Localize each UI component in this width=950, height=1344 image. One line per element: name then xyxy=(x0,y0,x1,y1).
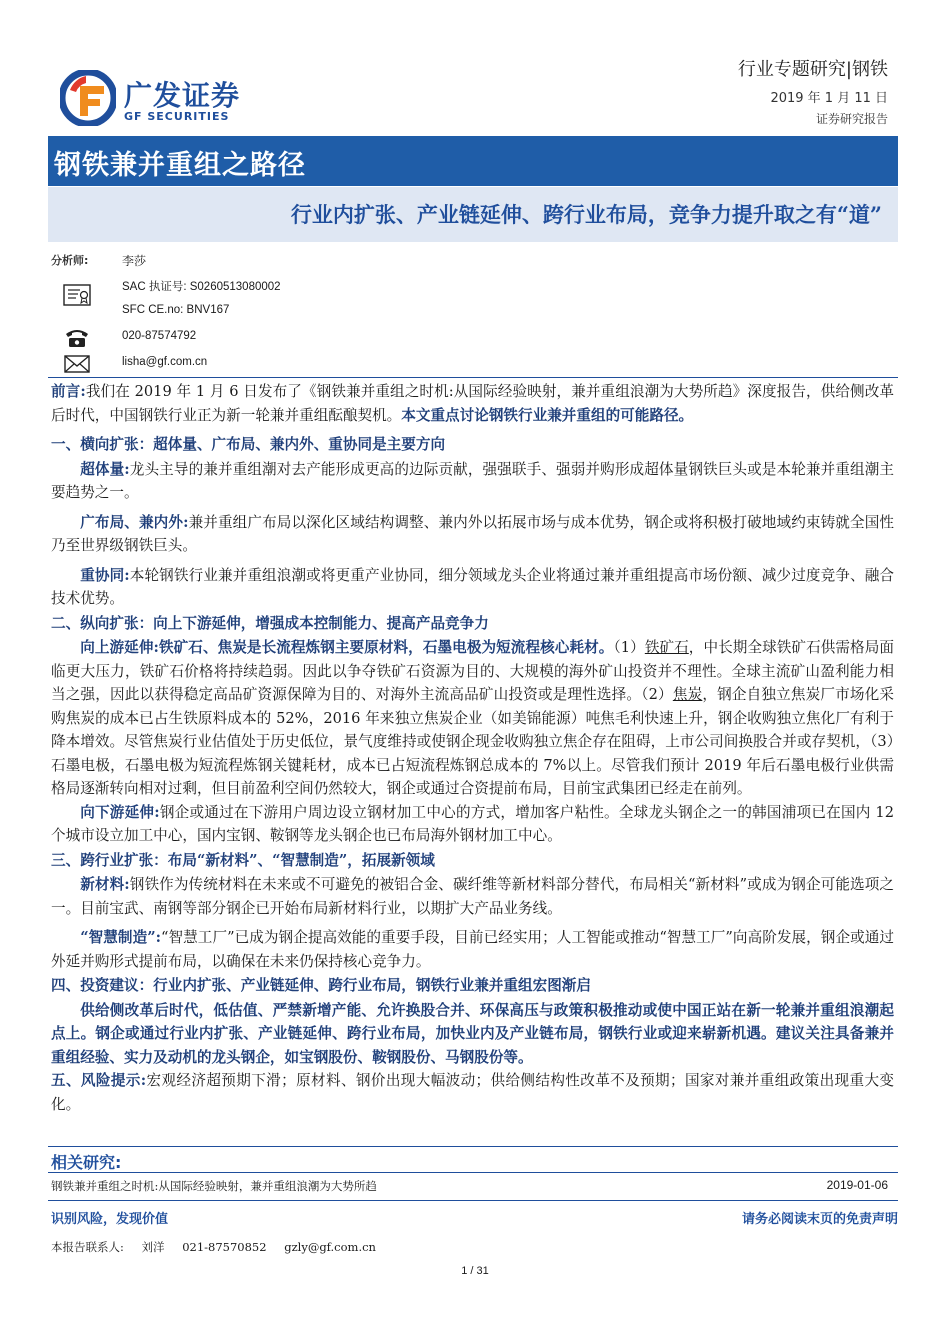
para-text: ，中长期全球铁矿石供需格局面临更大压力，铁矿石价格将持续趋弱。因此以争夺铁矿石资源为目的、大规模的海外矿山投资并不理性。全球主流矿山盈利能力相当之强，因此以获得稳定高品矿资源保障为目的、对海外主流高品矿山投资或是理性选择。（2） xyxy=(51,639,894,703)
para-label: 重协同: xyxy=(80,566,130,584)
analyst-sfc: SFC CE.no: BNV167 xyxy=(122,304,230,316)
divider-footer xyxy=(48,1200,898,1201)
section-3-heading: 三、跨行业扩张：布局“新材料”、“智慧制造”，拓展新领域 xyxy=(51,851,435,869)
section-1-heading: 一、横向扩张：超体量、广布局、兼内外、重协同是主要方向 xyxy=(51,436,446,453)
para-text: （1） xyxy=(613,639,645,656)
section-3-para-1 xyxy=(51,873,894,920)
brand-logo xyxy=(60,70,260,130)
analyst-name: 李莎 xyxy=(122,254,147,268)
section-1-para-1 xyxy=(51,458,894,505)
brand-name-en: GF SECURITIES xyxy=(124,110,230,123)
section-5-heading: 五、风险提示: xyxy=(51,1072,147,1089)
para-label: 向上游延伸: xyxy=(80,639,159,656)
para-text: 钢企或通过在下游用户周边设立钢材加工中心的方式，增加客户粘性。全球龙头钢企之一的韩国浦项已在国内 12 个城市设立加工中心，国内宝钢、鞍钢等龙头钢企也已布局海外钢材加工中心。 xyxy=(51,803,895,844)
para-label: 广布局、兼内外: xyxy=(80,513,189,531)
para-label: 新材料: xyxy=(80,876,130,893)
phone-icon xyxy=(62,326,92,350)
contact-phone: 021-87570852 xyxy=(182,1240,267,1254)
divider-related-sub xyxy=(48,1172,898,1173)
para-text: “智慧工厂”已成为钢企提高效能的重要手段，目前已经实用；人工智能或推动“智慧工厂”向高阶发展，钢企或通过外延并购形式提前布局，以确保在未来仍保持核心竞争力。 xyxy=(51,929,894,970)
para-emphasis: 铁矿石、焦炭是长流程炼钢主要原材料，石墨电极为短流程核心耗材。 xyxy=(158,639,614,656)
divider-related xyxy=(48,1146,898,1147)
footer-slogan: 识别风险，发现价值 xyxy=(51,1212,169,1227)
analyst-phone: 020-87574792 xyxy=(122,330,197,342)
report-category: 行业专题研究|钢铁 xyxy=(737,59,888,80)
para-text: 兼并重组广布局以深化区域结构调整、兼内外以拓展市场与成本优势，钢企或将积极打破地域约束铸就全国性乃至世界级钢铁巨头。 xyxy=(51,513,894,554)
analyst-label: 分析师: xyxy=(51,254,89,267)
section-3-para-2 xyxy=(51,926,894,973)
gf-logo-icon xyxy=(60,70,116,126)
footer-disclaimer-link[interactable]: 请务必阅读末页的免责声明 xyxy=(741,1212,898,1227)
divider-top xyxy=(48,377,898,378)
intro-text: 我们在 2019 年 1 月 6 日发布了《钢铁兼并重组之时机:从国际经验映射，兼并重组浪潮为大势所趋》深度报告，供给侧改革后时代，中国钢铁行业正为新一轮兼并重组酝酿契机。 xyxy=(51,383,895,424)
report-type: 证券研究报告 xyxy=(815,112,888,126)
summary-body xyxy=(51,380,894,1116)
contact-label: 本报告联系人: xyxy=(51,1240,124,1254)
page-subtitle: 行业内扩张、产业链延伸、跨行业布局，竞争力提升取之有“道” xyxy=(290,202,882,227)
email-icon xyxy=(62,352,92,376)
underlined-term: 焦炭 xyxy=(672,686,703,703)
section-2-para-2 xyxy=(51,801,894,848)
intro-paragraph xyxy=(51,380,894,427)
analyst-email[interactable]: lisha@gf.com.cn xyxy=(122,356,208,368)
page-title: 钢铁兼并重组之路径 xyxy=(54,150,306,181)
para-text: 钢铁作为传统材料在未来或不可避免的被铝合金、碳纤维等新材料部分替代，布局相关“新材料”或成为钢企可能选项之一。目前宝武、南钢等部分钢企已开始布局新材料行业，以期扩大产品业务线。 xyxy=(51,876,894,917)
title-bar xyxy=(48,136,898,186)
page-number: 1 / 31 xyxy=(461,1265,489,1277)
intro-label: 前言: xyxy=(51,383,86,400)
underlined-term: 铁矿石 xyxy=(644,639,689,656)
para-label: 向下游延伸: xyxy=(80,803,160,821)
subtitle-bar xyxy=(48,187,898,242)
related-research-date: 2019-01-06 xyxy=(826,1178,888,1192)
related-research-title: 相关研究: xyxy=(51,1153,122,1172)
contact-name: 刘洋 xyxy=(141,1240,165,1254)
section-1-para-3 xyxy=(51,564,894,611)
section-5-para xyxy=(51,1069,894,1116)
brand-name-cn: 广发证券 xyxy=(124,79,241,112)
intro-emphasis: 本文重点讨论钢铁行业兼并重组的可能路径。 xyxy=(401,406,694,424)
analyst-sac: SAC 执证号: S0260513080002 xyxy=(122,281,281,293)
section-2-para-1 xyxy=(51,636,894,801)
para-text: ，钢企自独立焦炭厂市场化采购焦炭的成本已占生铁原料成本的 52%，2016 年来独立焦炭企业（如美锦能源）吨焦毛利快速上升，钢企收购独立焦化厂有利于降本增效。尽管焦炭行业估值处于历史低位，景气度维持或使钢企现金收购独立焦企存在阻碍，上市公司间换股合并或存契机，（3）石墨电极，石墨电极为短流程炼钢关键耗材，成本已占短流程炼钢总成本的 7%以上。尽管我们预计 2019 年后石墨电极行业供需格局逐渐转向相对过剩，但目前盈利空间仍然较大，钢企或通过合资提前布局，目前宝武集团已经走在前列。 xyxy=(51,686,894,797)
para-text: 宏观经济超预期下滑；原材料、钢价出现大幅波动；供给侧结构性改革不及预期；国家对兼并重组政策出现重大变化。 xyxy=(51,1072,894,1113)
certificate-icon xyxy=(62,283,92,307)
section-4-para-1: 供给侧改革后时代，低估值、严禁新增产能、允许换股合并、环保高压与政策积极推动或使中国正站在新一轮兼并重组浪潮起点上。钢企或通过行业内扩张、产业链延伸、跨行业布局，加快业内及产业链布局，钢铁行业或迎来崭新机遇。建议关注具备兼并重组经验、实力及动机的龙头钢企，如宝钢股份、鞍钢股份、马钢股份等。 xyxy=(51,1001,894,1066)
report-date: 2019 年 1 月 11 日 xyxy=(770,91,888,106)
section-1-para-2 xyxy=(51,511,894,558)
para-text: 龙头主导的兼并重组潮对去产能形成更高的边际贡献，强强联手、强弱并购形成超体量钢铁巨头或是本轮兼并重组潮主要趋势之一。 xyxy=(51,460,894,501)
report-contact xyxy=(51,1239,390,1255)
related-research-item[interactable]: 钢铁兼并重组之时机:从国际经验映射，兼并重组浪潮为大势所趋 xyxy=(51,1179,377,1193)
section-4-heading: 四、投资建议：行业内扩张、产业链延伸、跨行业布局，钢铁行业兼并重组宏图渐启 xyxy=(51,977,591,994)
section-2-heading: 二、纵向扩张：向上下游延伸，增强成本控制能力、提高产品竞争力 xyxy=(51,614,489,632)
contact-email[interactable]: gzly@gf.com.cn xyxy=(284,1240,376,1254)
para-label: 超体量: xyxy=(80,460,130,478)
para-label: “智慧制造”: xyxy=(80,929,161,946)
para-text: 本轮钢铁行业兼并重组浪潮或将更重产业协同，细分领域龙头企业将通过兼并重组提高市场份额、减少过度竞争、融合技术优势。 xyxy=(51,566,894,607)
